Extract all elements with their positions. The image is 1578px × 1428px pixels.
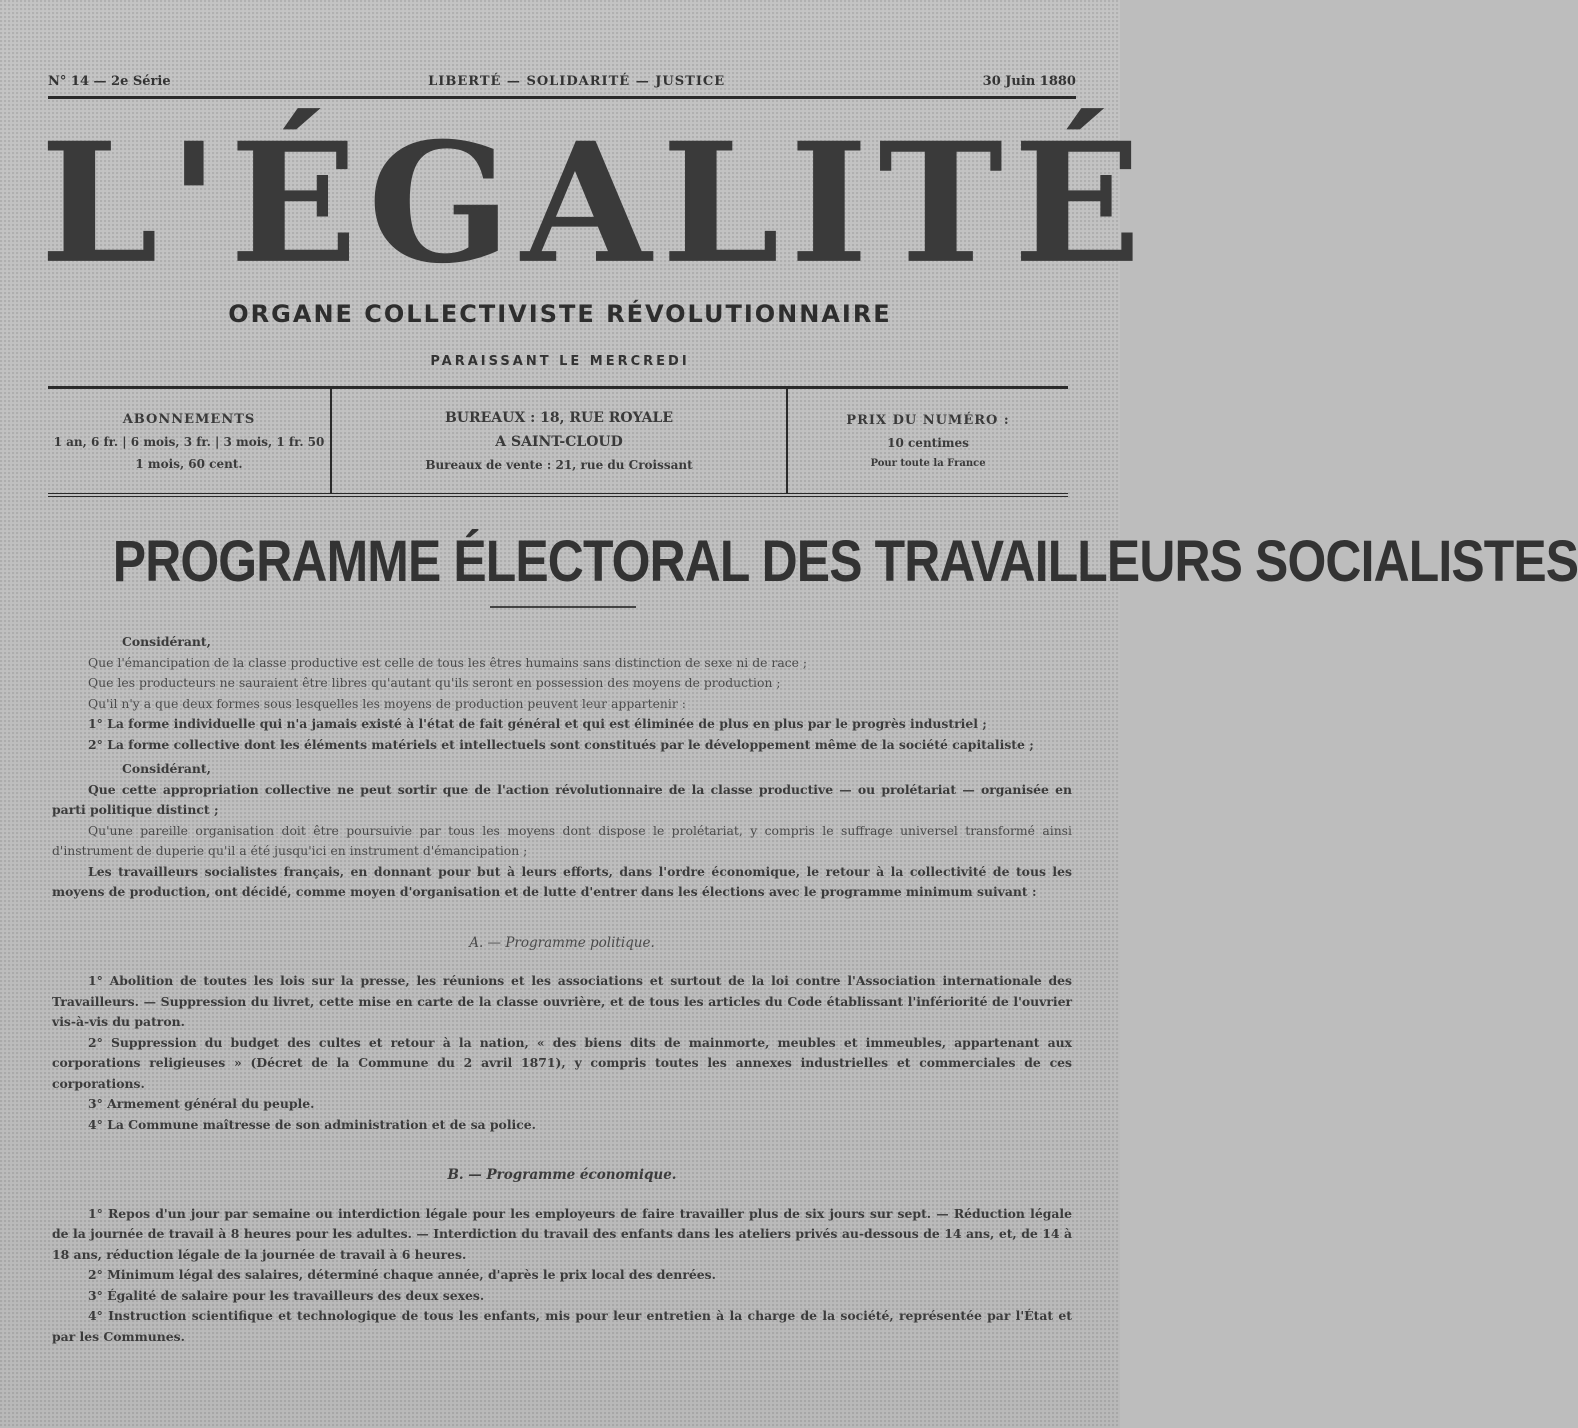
newspaper-subtitle: ORGANE COLLECTIVISTE RÉVOLUTIONNAIRE [228,300,892,328]
price-heading: PRIX DU NUMÉRO : [846,413,1010,428]
section-b-item-4: 4° Instruction scientifique et technologique de tous les enfants, mis pour leur entretien à la charge de la société, représentée par l'État et par les Communes. [52,1308,1072,1344]
considerant-1: Considérant, [122,634,211,649]
section-b-item-2: 2° Minimum légal des salaires, déterminé chaque année, d'après le prix local des denrées. [88,1267,716,1282]
subscriptions-line-2: 1 mois, 60 cent. [135,456,243,471]
paragraph-4: 1° La forme individuelle qui n'a jamais existé à l'état de fait général et qui est éliminée de plus en plus par le progrès industriel ; [88,716,987,731]
paragraph-1: Que l'émancipation de la classe productive est celle de tous les êtres humains sans distinction de sexe ni de race ; [88,654,808,670]
issue-number: N° 14 — 2e Série [48,73,171,89]
subscriptions-heading: ABONNEMENTS [122,411,256,427]
issue-date: 30 Juin 1880 [982,73,1076,89]
article-body [52,628,1072,1347]
offices-line-2: A SAINT-CLOUD [495,434,623,450]
section-b-item-1: 1° Repos d'un jour par semaine ou interdiction légale pour les employeurs de faire travailler plus de six jours sur sept. — Réduction légale de la journée de travail à 8 heures pour les adultes. — Interdiction du travail des enfants dans les ateliers privés au-dessous de 14 ans, et, de 14 à 18 ans, réduction légale de la journée de travail à 6 heures. [52,1205,1072,1262]
section-b-heading: B. — Programme économique. [447,1167,677,1183]
section-a-heading: A. — Programme politique. [469,934,655,951]
section-a-item-3: 3° Armement général du peuple. [88,1096,315,1111]
price-cell [788,389,1068,493]
newspaper-title: L'ÉGALITÉ [40,105,1152,301]
publication-frequency: PARAISSANT LE MERCREDI [430,354,690,369]
top-line [48,66,1076,99]
paragraph-7: Qu'une pareille organisation doit être poursuivie par tous les moyens dont dispose le prolétariat, y compris le suffrage universel transformé ainsi d'instrument de duperie qu'il a été jusqu'ici en instrument d'émancipation ; [52,822,1072,858]
offices-line-3: Bureaux de vente : 21, rue du Croissant [425,458,693,472]
section-a-item-1: 1° Abolition de toutes les lois sur la presse, les réunions et les associations et surtout de la loi contre l'Association internationale des Travailleurs. — Suppression du livret, cette mise en carte de la classe ouvrière, et de tous les articles du Code établissant l'infériorité de l'ouvrier vis-à-vis du patron. [52,973,1072,1029]
paragraph-8: Les travailleurs socialistes français, en donnant pour but à leurs efforts, dans l'ordre économique, le retour à la collectivité de tous les moyens de production, ont décidé, comme moyen d'organisation et de lutte d'entrer dans les élections avec le programme minimum suivant : [52,863,1072,899]
motto: LIBERTÉ — SOLIDARITÉ — JUSTICE [428,73,726,89]
offices-line-1: BUREAUX : 18, RUE ROYALE [444,410,674,426]
paragraph-2: Que les producteurs ne sauraient être libres qu'autant qu'ils seront en possession des moyens de production ; [88,675,781,690]
subscriptions-line-1: 1 an, 6 fr. | 6 mois, 3 fr. | 3 mois, 1 fr. 50 [53,434,325,449]
section-b-item-3: 3° Égalité de salaire pour les travailleurs des deux sexes. [88,1287,485,1303]
section-a-item-2: 2° Suppression du budget des cultes et retour à la nation, « des biens dits de mainmorte, meubles et immeubles, appartenant aux corporations religieuses » (Décret de la Commune du 2 avril 1871), y compris toutes les annexes industrielles et commerciales de ces corporations. [52,1034,1072,1091]
considerant-2: Considérant, [122,761,211,776]
subscriptions-cell [48,389,332,493]
price-line-1: 10 centimes [887,436,969,450]
paragraph-6: Que cette appropriation collective ne peut sortir que de l'action révolutionnaire de la classe productive — ou prolétariat — organisée en parti politique distinct ; [52,781,1072,817]
article-headline: PROGRAMME ÉLECTORAL DES TRAVAILLEURS SOCIALISTES [112,529,1578,594]
price-line-2: Pour toute la France [870,458,986,469]
offices-cell [332,389,788,493]
section-a-item-4: 4° La Commune maîtresse de son administration et de sa police. [88,1116,536,1132]
paragraph-5: 2° La forme collective dont les éléments matériels et intellectuels sont constitués par le développement même de la société capitaliste ; [88,736,1034,752]
paragraph-3: Qu'il n'y a que deux formes sous lesquelles les moyens de production peuvent leur appartenir : [88,695,686,711]
info-box [48,386,1068,497]
headline-divider [490,606,636,608]
